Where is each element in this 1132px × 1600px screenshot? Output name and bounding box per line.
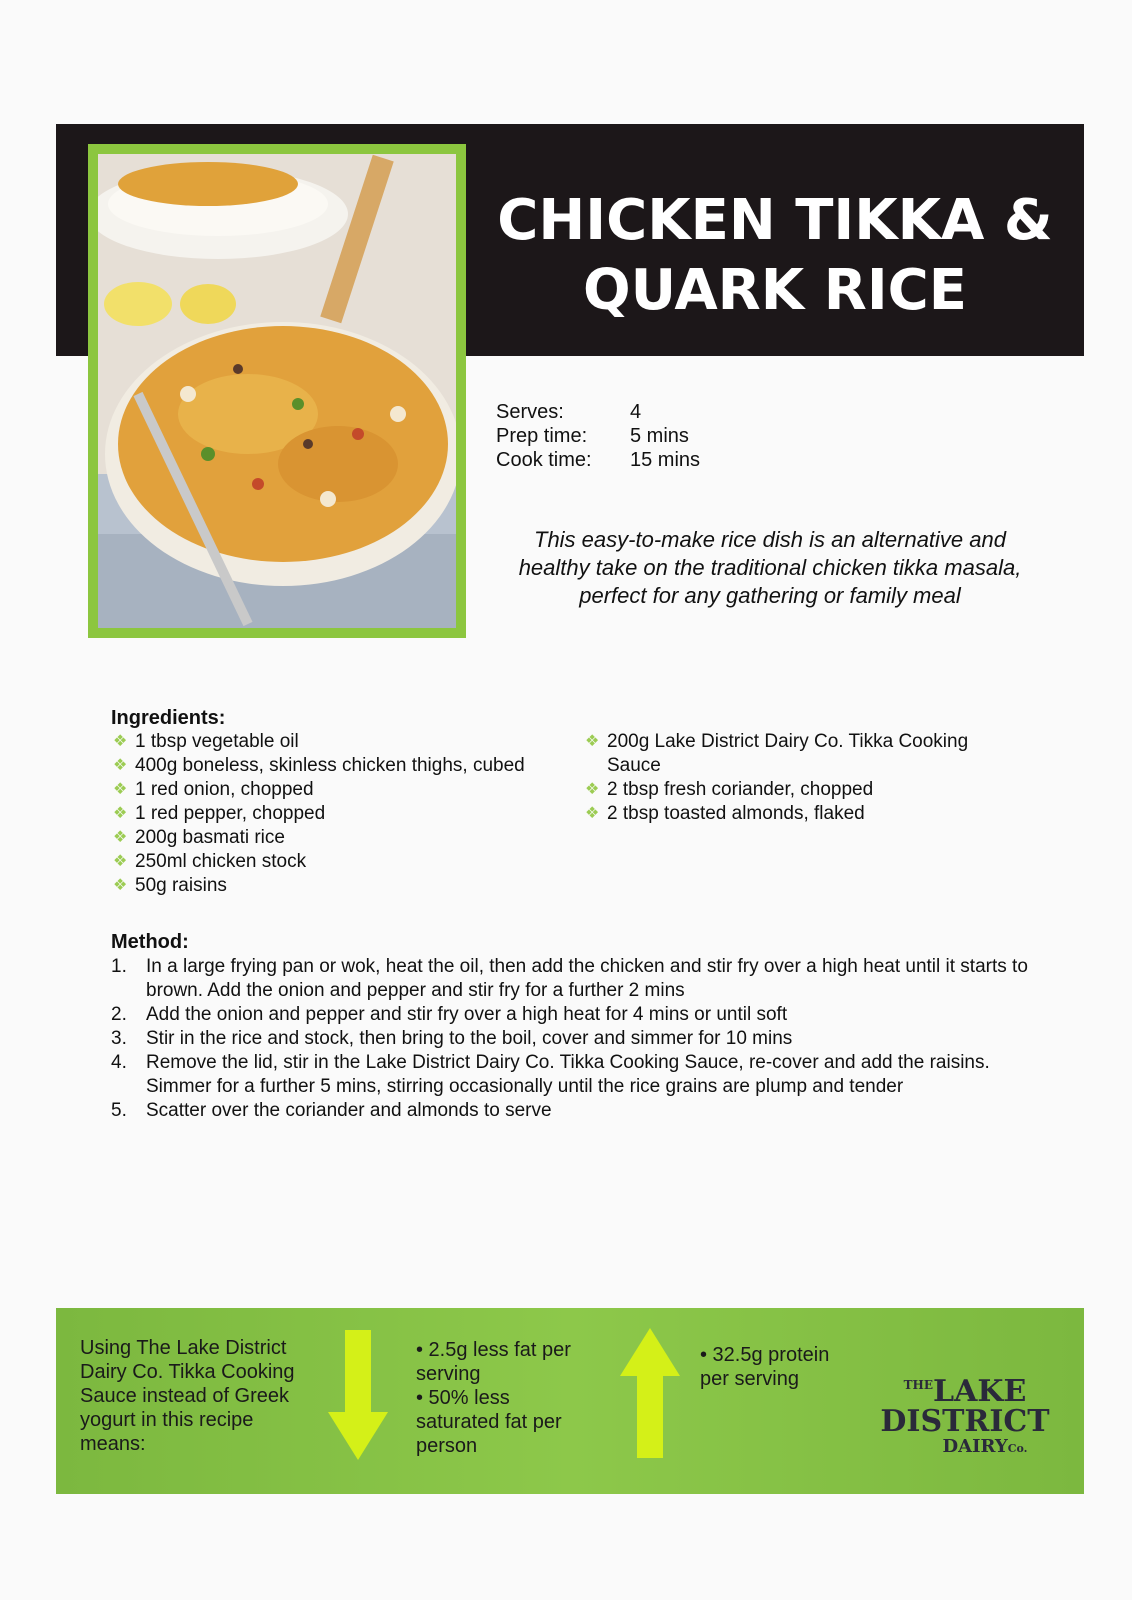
up-arrow-icon — [618, 1328, 682, 1460]
method-step — [111, 1051, 1031, 1099]
savings-fat: • 2.5g less fat per serving — [416, 1339, 571, 1385]
step-number: 3. — [111, 1028, 127, 1049]
down-arrow-icon — [326, 1330, 390, 1462]
lake-district-dairy-logo — [880, 1370, 1050, 1459]
stat-label: Serves: — [496, 401, 564, 423]
recipe-stats — [496, 400, 700, 472]
stat-label: Prep time: — [496, 425, 588, 447]
recipe-title — [480, 186, 1070, 326]
step-text: Stir in the rice and stock, then bring to the boil, cover and simmer for 10 mins — [146, 1028, 793, 1049]
ingredient-item — [111, 850, 571, 874]
benefits-savings — [416, 1338, 591, 1458]
title-line-1: CHICKEN TIKKA & — [497, 188, 1053, 253]
ingredient-item — [111, 874, 571, 898]
step-text: Scatter over the coriander and almonds to serve — [146, 1100, 552, 1121]
stat-value: 4 — [630, 401, 642, 423]
logo-lake: LAKE — [933, 1374, 1027, 1409]
stat-value: 15 mins — [630, 449, 701, 471]
diamond-bullet-icon: ❖ — [113, 805, 128, 822]
method-step — [111, 1027, 1031, 1051]
ingredient-item — [111, 802, 571, 826]
step-text: In a large frying pan or wok, heat the oil, then add the chicken and stir fry over a high heat until it starts to brown. Add the onion and pepper and stir fry for a further 2 mins — [146, 956, 1028, 1001]
logo-district: DISTRICT — [880, 1404, 1050, 1439]
diamond-bullet-icon: ❖ — [113, 733, 128, 750]
method-step — [111, 1003, 1031, 1027]
stat-value: 5 mins — [630, 425, 689, 447]
logo-the: THE — [903, 1378, 934, 1392]
stat-prep-time — [496, 424, 700, 448]
ingredient-item — [583, 730, 1013, 778]
benefits-protein: • 32.5g protein per serving — [700, 1344, 830, 1390]
logo-dairy: DAIRY — [942, 1436, 1008, 1457]
step-number: 5. — [111, 1100, 127, 1121]
ingredient-text: 1 tbsp vegetable oil — [135, 731, 299, 752]
step-text: Add the onion and pepper and stir fry over a high heat for 4 mins or until soft — [146, 1004, 788, 1025]
method-step — [111, 955, 1031, 1003]
diamond-bullet-icon: ❖ — [585, 781, 600, 798]
logo-line-3 — [880, 1437, 1050, 1459]
ingredient-text: 200g basmati rice — [135, 827, 285, 848]
diamond-bullet-icon: ❖ — [113, 877, 128, 894]
ingredient-text: 250ml chicken stock — [135, 851, 307, 872]
diamond-bullet-icon: ❖ — [585, 733, 600, 750]
logo-line-1 — [880, 1370, 1050, 1407]
diamond-bullet-icon: ❖ — [113, 757, 128, 774]
step-text: Remove the lid, stir in the Lake District Dairy Co. Tikka Cooking Sauce, re-cover and add the raisins. Simmer for a further 5 mins, stirring occasionally until the rice grains are plump and tender — [146, 1052, 990, 1097]
recipe-intro: This easy-to-make rice dish is an alternative and healthy take on the traditional chicken tikka masala, perfect for any gathering or family meal — [518, 527, 1022, 608]
ingredient-text: 2 tbsp fresh coriander, chopped — [607, 779, 874, 800]
method-step — [111, 1099, 1031, 1123]
ingredient-item — [111, 826, 571, 850]
ingredients-column-1 — [111, 730, 571, 898]
benefits-intro: Using The Lake District Dairy Co. Tikka Cooking Sauce instead of Greek yogurt in this recipe means: — [80, 1337, 295, 1455]
stat-serves — [496, 400, 700, 424]
ingredient-text: 1 red onion, chopped — [135, 779, 314, 800]
diamond-bullet-icon: ❖ — [585, 805, 600, 822]
method-steps — [111, 955, 1031, 1123]
ingredient-item — [111, 754, 571, 778]
ingredient-item — [583, 778, 1013, 802]
ingredient-item — [111, 730, 571, 754]
ingredient-text: 50g raisins — [135, 875, 227, 896]
step-number: 1. — [111, 956, 127, 977]
stat-label: Cook time: — [496, 449, 592, 471]
title-line-2: QUARK RICE — [582, 258, 967, 323]
stat-cook-time — [496, 448, 700, 472]
ingredient-item — [111, 778, 571, 802]
method-heading: Method: — [111, 931, 189, 953]
dish-photo — [98, 154, 456, 628]
ingredients-column-2 — [583, 730, 1013, 826]
ingredient-text: 200g Lake District Dairy Co. Tikka Cooking Sauce — [607, 731, 969, 776]
savings-saturated-fat: • 50% less saturated fat per person — [416, 1387, 562, 1457]
ingredient-text: 400g boneless, skinless chicken thighs, cubed — [135, 755, 525, 776]
diamond-bullet-icon: ❖ — [113, 781, 128, 798]
ingredient-text: 2 tbsp toasted almonds, flaked — [607, 803, 865, 824]
diamond-bullet-icon: ❖ — [113, 853, 128, 870]
dish-photo-frame — [88, 144, 466, 638]
step-number: 4. — [111, 1052, 127, 1073]
ingredient-item — [583, 802, 1013, 826]
ingredients-heading: Ingredients: — [111, 707, 226, 729]
logo-co: Co. — [1007, 1442, 1028, 1455]
ingredient-text: 1 red pepper, chopped — [135, 803, 326, 824]
diamond-bullet-icon: ❖ — [113, 829, 128, 846]
step-number: 2. — [111, 1004, 127, 1025]
